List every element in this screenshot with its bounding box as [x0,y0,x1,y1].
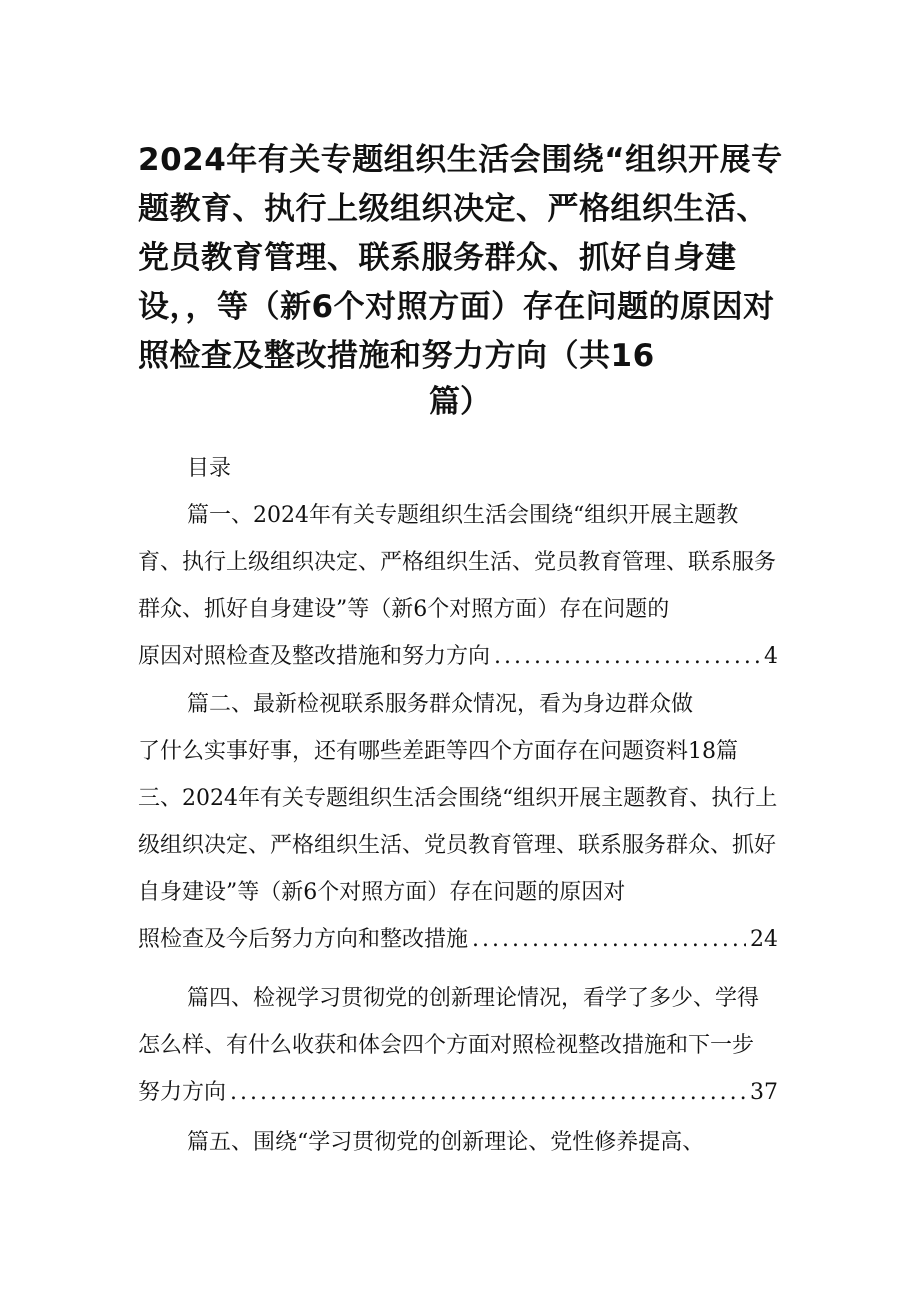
toc-entry-5 [138,1119,778,1166]
dot-leader [230,1069,746,1116]
toc-heading: 目录 [187,456,232,481]
toc-entry-1 [138,492,778,680]
toc-entry-4 [138,975,778,1116]
toc-entry-text: 篇二、最新检视联系服务群众情况，看为身边群众做 [187,692,694,717]
document-title: 2024年有关专题组织生活会围绕“组织开展专题教育、执行上级组织决定、严格组织生活、党员教育管理、联系服务群众、抓好自身建设，，等（新6个对照方面）存在问题的原因对照检查及整改措施和努力方向（共16 [138,142,783,374]
toc-page-number: 4 [764,644,778,669]
toc-entry-text: 篇四、检视学习贯彻党的创新理论情况，看学了多少、学得怎么样、有什么收获和体会四个方面对照检视整改措施和下一步 [138,986,760,1058]
toc-entry-text: 三、2024年有关专题组织生活会围绕“组织开展主题教育、执行上级组织决定、严格组织生活、党员教育管理、联系服务群众、抓好自身建设”等（新6个对照方面）存在问题的原因对 [138,786,778,905]
toc-entry-text: 篇一、2024年有关专题组织生活会围绕“组织开展主题教育、执行上级组织决定、严格组织生活、党员教育管理、联系服务群众、抓好自身建设”等（新6个对照方面）存在问题的 [138,503,777,622]
toc-entry-last-line [138,916,778,963]
toc-page-number: 37 [750,1080,778,1105]
toc-entry-tail: 照检查及今后努力方向和整改措施 [138,927,469,952]
toc-entry-tail: 原因对照检查及整改措施和努力方向 [138,644,491,669]
toc-entry-tail: 了什么实事好事，还有哪些差距等四个方面存在问题资料18篇 [138,739,738,764]
dot-leader [494,633,760,680]
toc-entry-last-line [138,633,778,680]
toc-entry-last-line [138,1069,778,1116]
toc-entry-2 [138,681,778,775]
toc-page-number: 24 [750,927,778,952]
toc-entry-text: 篇五、围绕“学习贯彻党的创新理论、党性修养提高、 [187,1130,705,1155]
document-title-end: 篇） [429,384,491,420]
toc-entry-3 [138,775,778,963]
dot-leader [472,916,746,963]
toc-entry-tail: 努力方向 [138,1080,227,1105]
